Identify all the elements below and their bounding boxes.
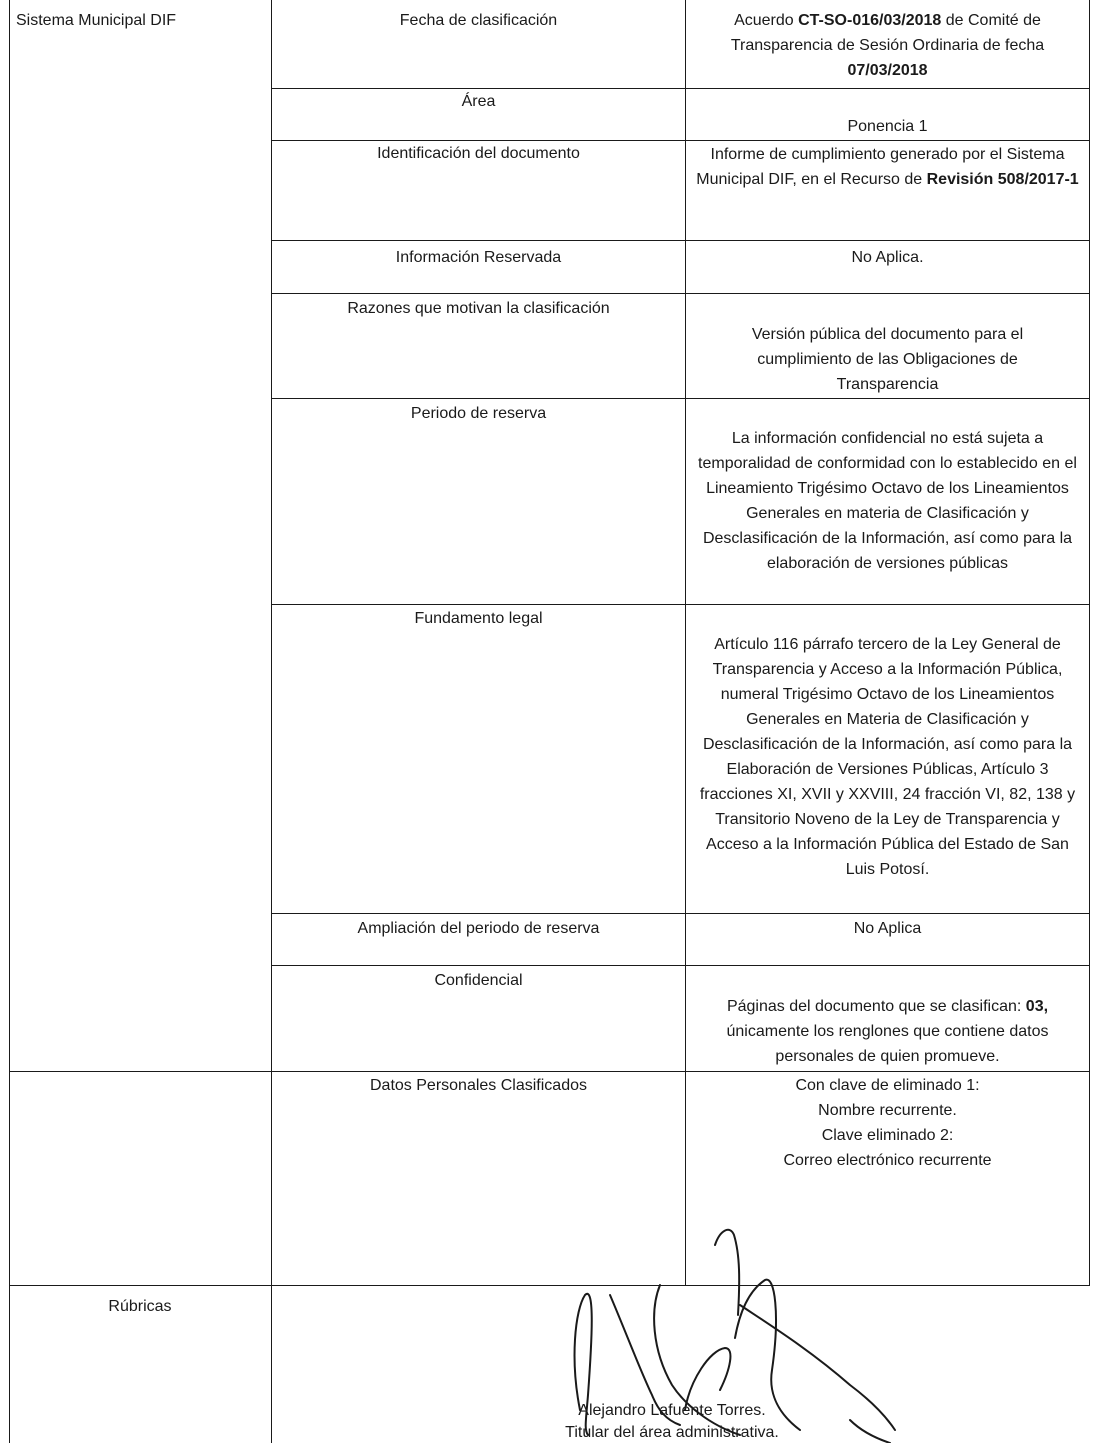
label-periodo-reserva: Periodo de reserva — [410, 405, 547, 422]
table-border-right — [1089, 0, 1090, 1285]
label-fecha-clasificacion: Fecha de clasificación — [399, 12, 558, 29]
row-divider — [271, 240, 1090, 241]
rubricas-label: Rúbricas — [108, 1298, 172, 1315]
label-fundamento-legal: Fundamento legal — [414, 610, 543, 627]
row-divider — [271, 398, 1090, 399]
value-datos-personales: Con clave de eliminado 1: Nombre recurrente. Clave eliminado 2: Correo electrónico recurrente — [783, 1077, 992, 1169]
label-datos-personales: Datos Personales Clasificados — [370, 1077, 587, 1094]
table-border-left — [9, 0, 10, 1443]
label-razones-clasificacion: Razones que motivan la clasificación — [347, 300, 610, 317]
value-confidencial: Páginas del documento que se clasifican: 03, únicamente los renglones que contiene datos personales de quien promueve. — [726, 998, 1049, 1065]
row-divider — [271, 965, 1090, 966]
label-identificacion-documento: Identificación del documento — [377, 145, 580, 162]
table-divider-col1 — [271, 0, 272, 1443]
label-area: Área — [461, 93, 496, 110]
row-divider — [271, 293, 1090, 294]
row-divider — [271, 913, 1090, 914]
value-area: Ponencia 1 — [847, 118, 928, 135]
label-informacion-reservada: Información Reservada — [395, 249, 562, 266]
value-informacion-reservada: No Aplica. — [851, 249, 924, 266]
value-identificacion-documento: Informe de cumplimiento generado por el Sistema Municipal DIF, en el Recurso de Revisión 508/2017-1 — [696, 146, 1079, 188]
value-razones-clasificacion: Versión pública del documento para el cumplimiento de las Obligaciones de Transparencia — [751, 326, 1024, 393]
signatory-name: Alejandro Lafuente Torres. — [578, 1402, 766, 1419]
label-confidencial: Confidencial — [434, 972, 523, 989]
value-ampliacion-periodo: No Aplica — [853, 920, 922, 937]
value-periodo-reserva: La información confidencial no está sujeta a temporalidad de conformidad con lo establecido en el Lineamiento Trigésimo Octavo de los Lineamientos Generales en materia de Clasificación y Desclasificación de la Información, así como para la elaboración de versiones públicas — [698, 430, 1077, 572]
signatory-title: Titular del área administrativa. — [565, 1424, 779, 1441]
section-divider — [9, 1071, 1090, 1072]
entity-name: Sistema Municipal DIF — [16, 12, 177, 29]
table-divider-col2 — [685, 0, 686, 1285]
row-divider — [271, 604, 1090, 605]
value-fecha-clasificacion: Acuerdo CT-SO-016/03/2018 de Comité de Transparencia de Sesión Ordinaria de fecha 07/03/2018 — [730, 12, 1045, 79]
label-ampliacion-periodo: Ampliación del periodo de reserva — [357, 920, 600, 937]
value-fundamento-legal: Artículo 116 párrafo tercero de la Ley General de Transparencia y Acceso a la Información Pública, numeral Trigésimo Octavo de los Lineamientos Generales en Materia de Clasificación y Desclasificación de la Información, así como para la Elaboración de Versiones Públicas, Artículo 3 fracciones XI, XVII y XXVIII, 24 fracción VI, 82, 138 y Transitorio Noveno de la Ley de Transparencia y Acceso a la Información Pública del Estado de San Luis Potosí. — [699, 636, 1076, 878]
